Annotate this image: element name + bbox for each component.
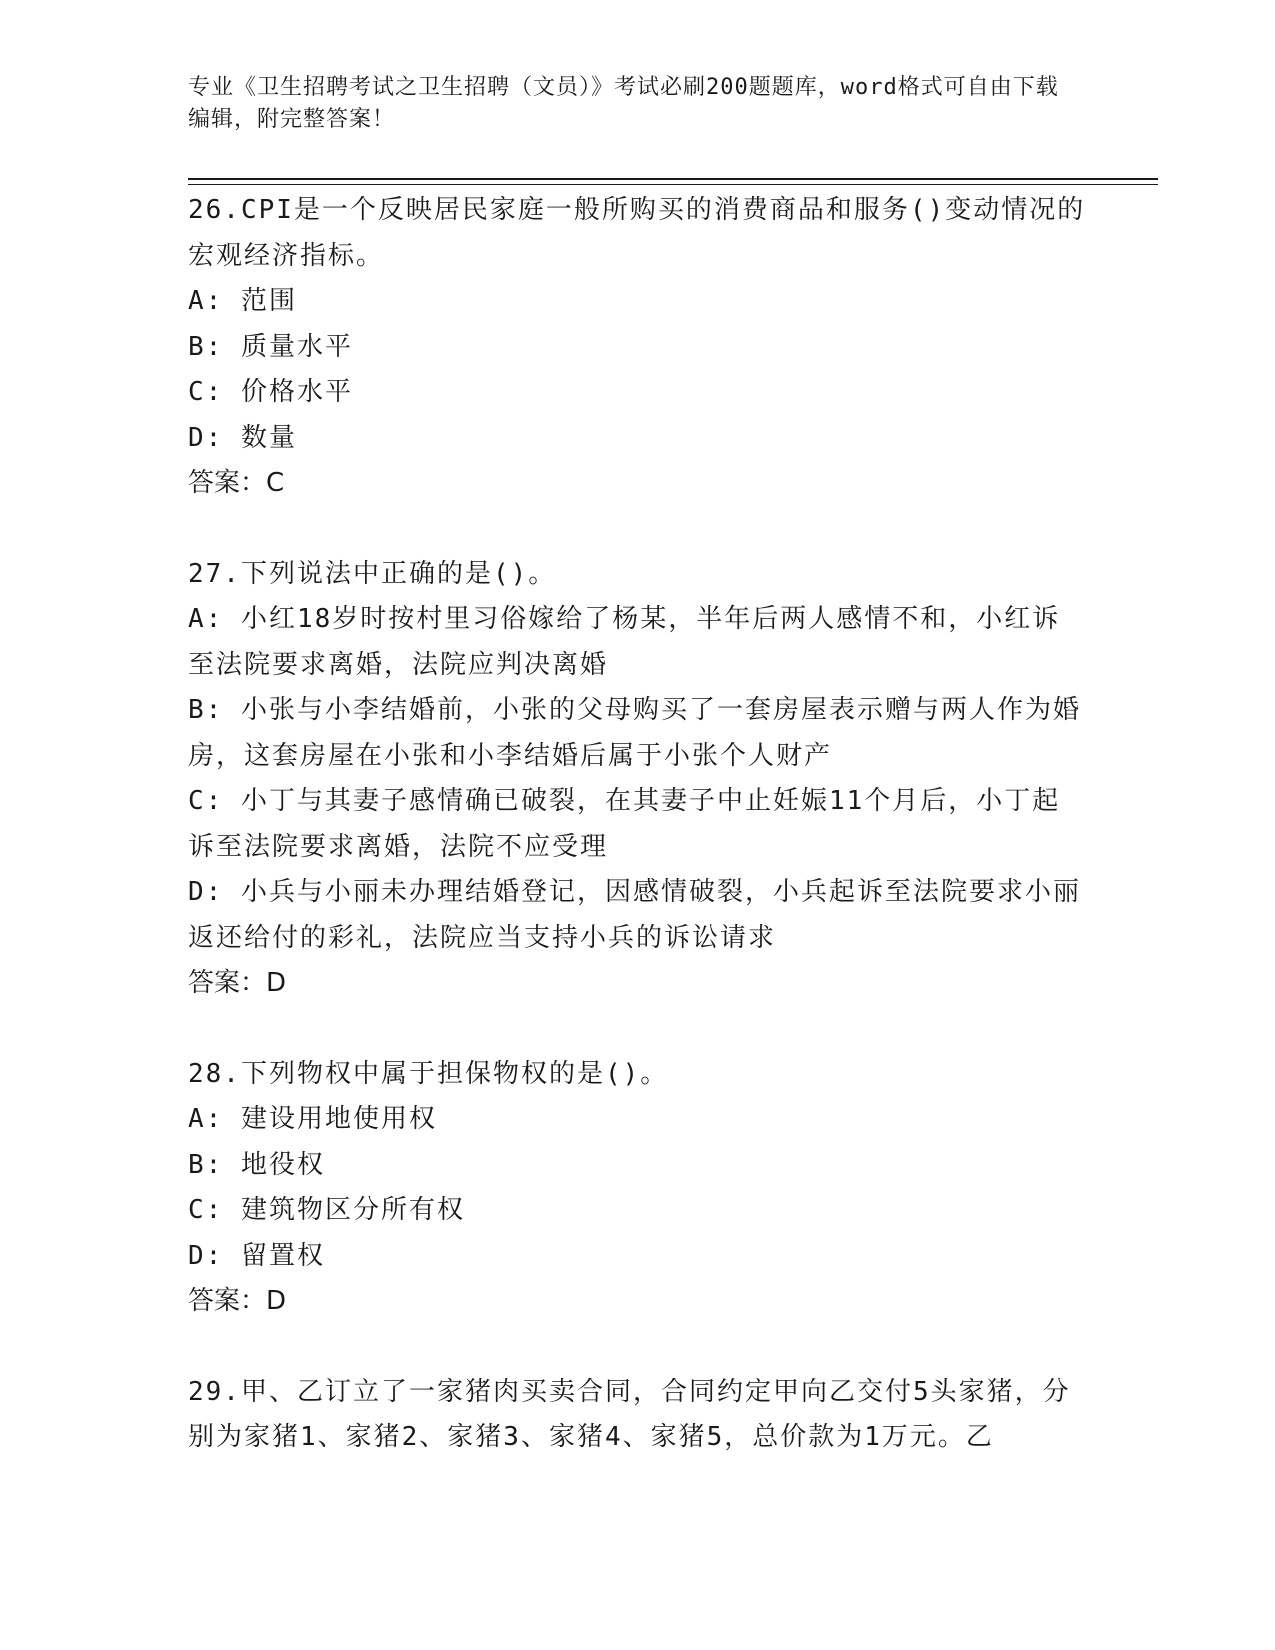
option-d: D: 数量 bbox=[188, 422, 297, 453]
question-gap bbox=[188, 1325, 1088, 1370]
option-a: A: 范围 bbox=[188, 286, 297, 316]
answer-line: 答案：D bbox=[188, 968, 287, 998]
option-c: C: 价格水平 bbox=[188, 377, 353, 407]
question-28 bbox=[188, 1052, 1088, 1325]
option-d: D: 小兵与小丽未办理结婚登记，因感情破裂，小兵起诉至法院要求小丽返还给付的彩礼，法院应当支持小兵的诉讼请求 bbox=[188, 877, 1081, 953]
option-c: C: 建筑物区分所有权 bbox=[188, 1195, 465, 1225]
question-stem: 29.甲、乙订立了一家猪肉买卖合同，合同约定甲向乙交付5头家猪，分别为家猪1、家猪2、家猪3、家猪4、家猪5，总价款为1万元。乙 bbox=[188, 1376, 1071, 1452]
option-b: B: 小张与小李结婚前，小张的父母购买了一套房屋表示赠与两人作为婚房，这套房屋在小张和小李结婚后属于小张个人财产 bbox=[188, 695, 1081, 771]
document-header: 专业《卫生招聘考试之卫生招聘（文员）》考试必刷200题题库，word格式可自由下载编辑，附完整答案！ bbox=[188, 75, 1059, 132]
option-c: C: 小丁与其妻子感情确已破裂，在其妻子中止妊娠11个月后，小丁起诉至法院要求离婚，法院不应受理 bbox=[188, 786, 1061, 862]
question-gap bbox=[188, 1007, 1088, 1052]
question-gap bbox=[188, 507, 1088, 552]
question-stem: 28.下列物权中属于担保物权的是()。 bbox=[188, 1058, 669, 1089]
option-b: B: 地役权 bbox=[188, 1149, 325, 1180]
option-a: A: 小红18岁时按村里习俗嫁给了杨某，半年后两人感情不和，小红诉至法院要求离婚，法院应判决离婚 bbox=[188, 604, 1061, 680]
question-26 bbox=[188, 188, 1088, 507]
question-27 bbox=[188, 552, 1088, 1007]
question-stem: 26.CPI是一个反映居民家庭一般所购买的消费商品和服务()变动情况的宏观经济指标。 bbox=[188, 195, 1086, 271]
question-29 bbox=[188, 1370, 1088, 1461]
answer-line: 答案：C bbox=[188, 468, 285, 498]
option-a: A: 建设用地使用权 bbox=[188, 1104, 437, 1134]
option-b: B: 质量水平 bbox=[188, 331, 353, 362]
question-list bbox=[188, 188, 1088, 1461]
answer-line: 答案：D bbox=[188, 1286, 287, 1316]
question-stem: 27.下列说法中正确的是()。 bbox=[188, 558, 557, 589]
header-rule-thick bbox=[188, 178, 1158, 180]
header-rule-thin bbox=[188, 184, 1158, 185]
option-d: D: 留置权 bbox=[188, 1240, 325, 1271]
